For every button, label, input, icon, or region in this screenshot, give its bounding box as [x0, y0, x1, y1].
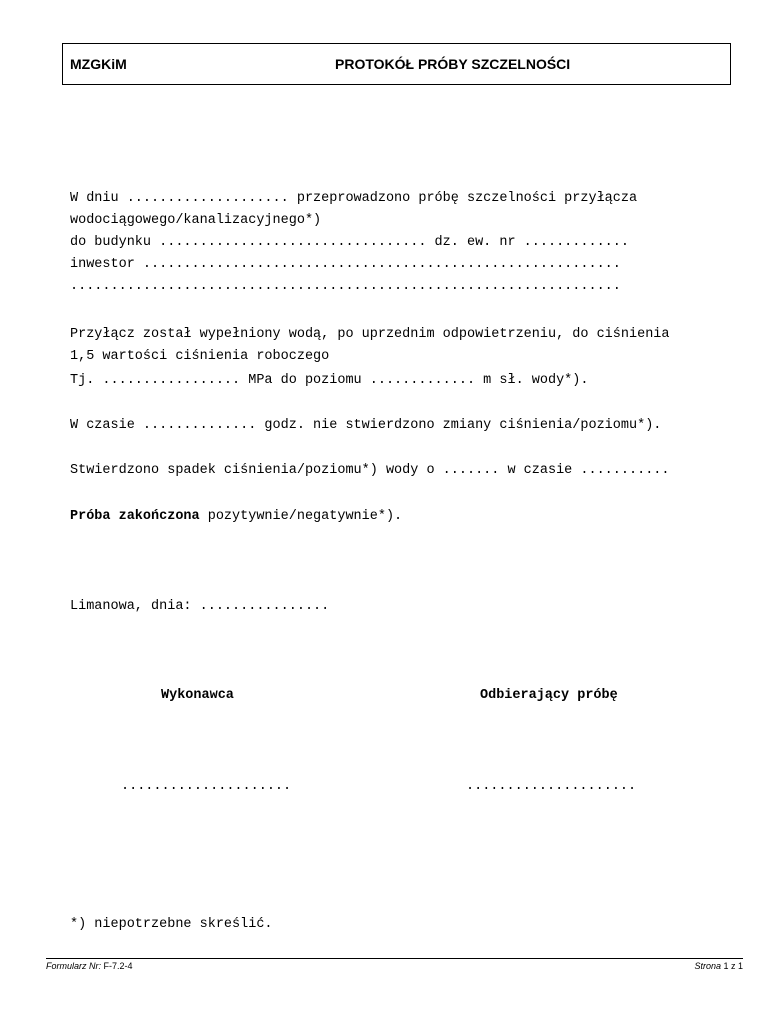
- time-line: W czasie .............. godz. nie stwierdzono zmiany ciśnienia/poziomu*).: [70, 418, 662, 433]
- document-header: [62, 43, 731, 85]
- body-line: inwestor ...........................................................: [70, 257, 621, 272]
- document-title: PROTOKÓŁ PRÓBY SZCZELNOŚCI: [335, 56, 571, 72]
- receiver-signature-line: .....................: [466, 779, 637, 794]
- page-number-label: Strona: [694, 961, 721, 971]
- body-line: W dniu .................... przeprowadzono próbę szczelności przyłącza: [70, 191, 638, 206]
- place-date: Limanowa, dnia: ................: [70, 599, 330, 614]
- page-number: [694, 961, 743, 971]
- receiver-label: Odbierający próbę: [480, 688, 618, 703]
- footnote: *) niepotrzebne skreślić.: [70, 917, 273, 932]
- body-line: Przyłącz został wypełniony wodą, po uprzednim odpowietrzeniu, do ciśnienia: [70, 327, 670, 342]
- form-number-value: F-7.2-4: [101, 961, 133, 971]
- body-line: ....................................................................: [70, 279, 621, 294]
- body-line: do budynku ................................. dz. ew. nr .............: [70, 235, 629, 250]
- contractor-label: Wykonawca: [161, 688, 234, 703]
- result-label: Próba zakończona: [70, 509, 200, 524]
- body-line: wodociągowego/kanalizacyjnego*): [70, 213, 322, 228]
- page-number-value: 1 z 1: [720, 961, 743, 971]
- organization-name: MZGKiM: [70, 56, 127, 72]
- form-number-label: Formularz Nr:: [46, 961, 102, 971]
- contractor-signature-line: .....................: [121, 779, 292, 794]
- form-number: [46, 961, 133, 971]
- drop-line: Stwierdzono spadek ciśnienia/poziomu*) wody o ....... w czasie ...........: [70, 463, 670, 478]
- pressure-line: Tj. ................. MPa do poziomu ............. m sł. wody*).: [70, 373, 589, 388]
- footer-divider: [46, 958, 743, 959]
- result-value: pozytywnie/negatywnie*).: [199, 509, 403, 524]
- body-line: 1,5 wartości ciśnienia roboczego: [70, 349, 330, 364]
- body-paragraph-1: [70, 166, 637, 320]
- result-line: [70, 506, 402, 528]
